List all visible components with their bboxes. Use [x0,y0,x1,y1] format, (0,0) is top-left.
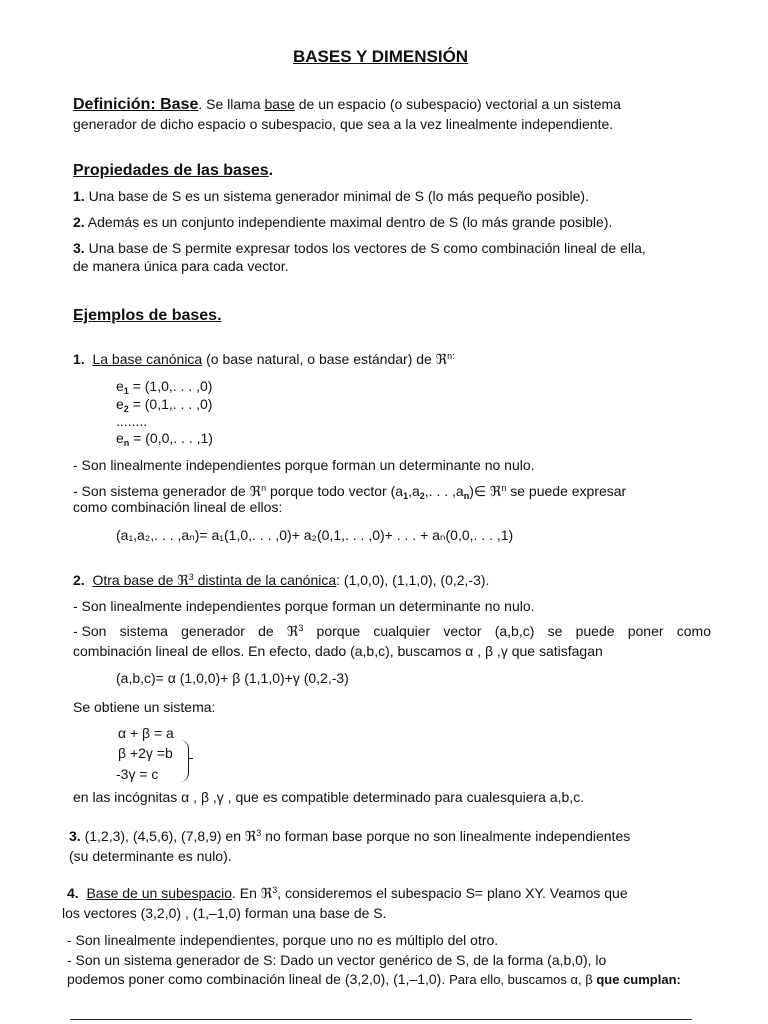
definition-line-2: generador de dicho espacio o subespacio, que sea a la vez linealmente independiente. [73,116,614,132]
e1-symbol: e [116,378,124,394]
definition-text-c: de un espacio (o subespacio) vectorial a un sistema [294,96,621,112]
ex2-label-b: distinta de la canónica [193,572,337,588]
definition-text-a: . Se llama [198,96,265,112]
example-2-label [92,572,336,588]
vector-e2 [116,396,212,412]
example-1-title [73,351,455,367]
ex2-gen-part-12: poner [627,623,664,639]
en-symbol: e [116,430,124,446]
gen-b: porque todo vector (a [266,483,404,499]
property-num-2: 2. [73,214,85,230]
page-title: BASES Y DIMENSIÓN [293,47,469,66]
property-num-1: 1. [73,188,85,204]
property-text-2: Además es un conjunto independiente maximal dentro de S (lo más grande posible). [84,214,613,230]
gen-s1: 1 [403,491,409,501]
ex2-gen-part-13: como [676,623,711,639]
example-2-conclusion: en las incógnitas α , β ,γ , que es compatible determinado para cualesquiera a,b,c. [73,789,585,805]
ex2-gen-part-2: sistema [119,623,168,639]
properties-heading: Propiedades de las bases [73,162,269,179]
property-item-2 [73,214,612,230]
example-1-independence: - Son linealmente independientes porque forman un determinante no nulo. [73,457,535,473]
bottom-divider [70,1019,692,1020]
examples-heading: Ejemplos de bases. [73,307,222,324]
ex2-gen-part-4: de [258,623,274,639]
example-2-num: 2. [73,572,85,588]
example-4-line-1 [67,885,628,901]
ex4-text-a: . En ℜ [232,885,273,901]
vector-e1 [116,378,212,394]
ex2-gen-part-11: puede [575,623,615,639]
ex3-sup: 3 [256,828,262,838]
example-1-num: 1. [73,351,85,367]
example-4-num: 4. [67,885,79,901]
ex2-gen-part-8: vector [443,623,482,639]
ex4-text-b: , consideremos el subespacio S= plano XY. Veamos que [277,885,628,901]
ex4-gen-b: Para ello, buscamos α, β [449,972,597,987]
property-text-1: Una base de S es un sistema generador minimal de S (lo más pequeño posible). [84,188,589,204]
example-1-generator-line-1 [73,483,626,499]
property-item-1 [73,188,589,204]
properties-heading-dot: . [268,162,274,179]
ex2-label-sup: 3 [188,572,194,582]
example-3-line-1 [69,828,630,844]
e1-value: = (1,0,. . . ,0) [128,378,213,394]
e1-sub: 1 [123,386,129,396]
property-num-3: 3. [73,240,85,256]
example-2-formula: (a,b,c)= α (1,0,0)+ β (1,1,0)+γ (0,2,-3) [116,670,349,686]
example-2-generator-line-1 [73,623,711,639]
gen-d: ,. . . ,a [424,483,464,499]
ex4-gen-a: podemos poner como combinación lineal de (3,2,0), (1,–1,0). [67,971,450,987]
ex2-gen-part-10: se [547,623,563,639]
example-3-line-2: (su determinante es nulo). [69,848,232,864]
example-2-generator-line-2: combinación lineal de ellos. En efecto, dado (a,b,c), buscamos α , β ,γ que satisfagan [73,643,603,659]
vector-en [116,430,213,446]
ex3-text-a: (1,2,3), (4,5,6), (7,8,9) en ℜ [80,828,257,844]
example-2-title [73,572,489,588]
example-1-rest: (o base natural, o base estándar) de ℜ [202,351,448,367]
property-text-3: Una base de S permite expresar todos los vectores de S como combinación lineal de ella, [84,240,646,256]
ex2-gen-part-1: - Son [73,623,107,639]
example-3-num: 3. [69,828,81,844]
example-2-independence: - Son linealmente independientes porque forman un determinante no nulo. [73,598,535,614]
definition-line-1 [73,96,709,113]
definition-heading: Definición: Base [73,96,199,113]
ex2-gen-part-5: ℜ$^3$ [286,623,304,639]
ex2-gen-part-9: (a,b,c) [494,623,535,639]
e2-value: = (0,1,. . . ,0) [128,396,213,412]
ex2-label-a: Otra base de ℜ [92,572,189,588]
example-1-label: La base canónica [92,351,203,367]
system-eq-3: -3γ = c [116,766,159,782]
example-4-generator-line-2 [67,971,681,988]
property-item-3-cont: de manera única para cada vector. [73,258,289,274]
en-sub: n [123,438,130,448]
vector-dots: ........ [116,413,148,429]
system-eq-1: α + β = a [118,725,174,741]
ex3-text-b: no forman base porque no son linealmente independientes [261,828,631,844]
properties-heading-row [73,162,273,179]
ex4-sup: 3 [272,885,278,895]
gen-a: - Son sistema generador de ℜ [73,483,262,499]
system-eq-2: β +2γ =b [118,745,173,761]
example-1-sup: n: [447,351,455,361]
definition-term-base: base [264,96,295,112]
example-1-generator-line-2: como combinación lineal de ellos: [73,499,283,515]
gen-sup2: n [501,483,507,493]
example-4-line-2: los vectores (3,2,0) , (1,–1,0) forman una base de S. [62,905,387,921]
system-intro: Se obtiene un sistema: [73,699,216,715]
property-item-3 [73,240,646,256]
gen-f: se puede expresar [506,483,627,499]
gen-e: )∈ ℜ [469,483,502,499]
gen-c: ,a [408,483,420,499]
gen-sn: n [463,491,470,501]
ex2-gen-part-6: porque [316,623,361,639]
en-value: = (0,0,. . . ,1) [129,430,213,446]
example-4-label: Base de un subespacio [86,885,233,901]
example-4-independence: - Son linealmente independientes, porque uno no es múltiplo del otro. [67,932,499,948]
ex2-gen-part-7: cualquier [373,623,431,639]
gen-s2: 2 [419,491,425,501]
example-2-rest: : (1,0,0), (1,1,0), (0,2,-3). [336,572,490,588]
ex4-gen-c: que cumplan: [596,972,681,987]
e2-symbol: e [116,396,124,412]
ex2-gen-part-3: generador [181,623,245,639]
gen-sup1: n [261,483,267,493]
example-1-formula: (a₁,a₂,. . . ,aₙ)= a₁(1,0,. . . ,0)+ a₂(0,1,. . . ,0)+ . . . + aₙ(0,0,. . . ,1) [116,527,514,543]
e2-sub: 2 [123,404,129,414]
example-4-generator-line-1: - Son un sistema generador de S: Dado un vector genérico de S, de la forma (a,b,0), lo [67,952,607,968]
system-brace [180,740,189,782]
